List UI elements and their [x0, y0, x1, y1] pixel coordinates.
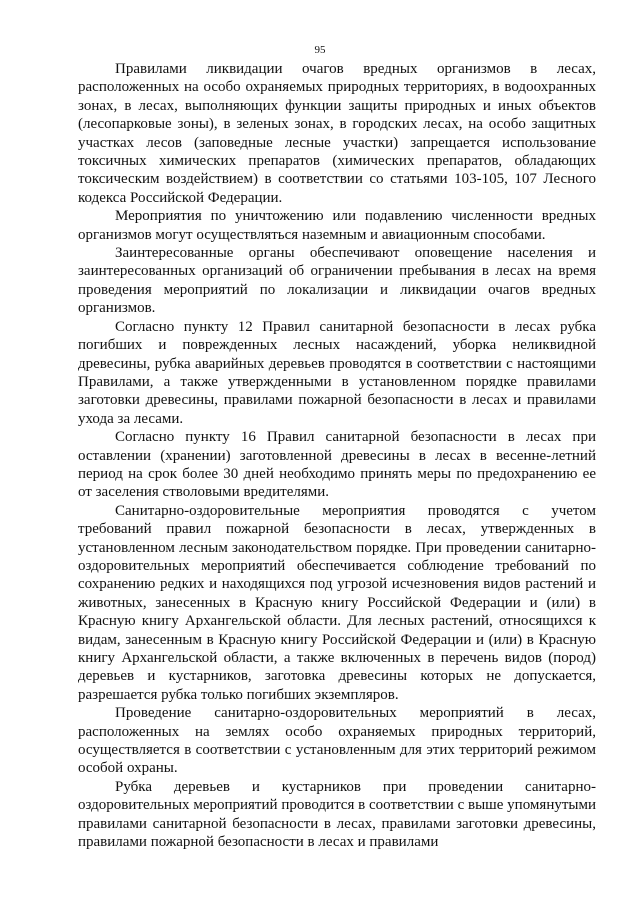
paragraph-protected-territories: Проведение санитарно-оздоровительных мероприятий в лесах, расположенных на землях особо охраняемых природных территорий, осуществляется в соответствии с установленным для этих территорий режимом особой охраны.: [78, 705, 596, 777]
page-number: 95: [314, 44, 326, 56]
paragraph-public-notification: Заинтересованные органы обеспечивают оповещение населения и заинтересованных организаций об ограничении пребывания в лесах на время проведения мероприятий по локализации и ликвидации очагов вредных организмов.: [78, 245, 596, 317]
paragraph-felling-rules: Рубка деревьев и кустарников при проведении санитарно-оздоровительных мероприятий проводится в соответствии с выше упомянутыми правилами санитарной безопасности в лесах, правилами заготовки древесины, правилами пожарной безопасности в лесах и правилами: [78, 778, 596, 851]
paragraph-clause-16: Согласно пункту 16 Правил санитарной безопасности в лесах при оставлении (хранении) заготовленной древесины в лесах в весенне-летний период на срок более 30 дней необходимо принять меры по предохранению ее от заселения стволовыми вредителями.: [78, 429, 596, 501]
body-text: [78, 60, 596, 851]
paragraph-toxic-chemicals-ban: Правилами ликвидации очагов вредных организмов в лесах, расположенных на особо охраняемых природных территориях, в водоохранных зонах, в лесах, выполняющих функции защиты природных и иных объектов (лесопарковые зоны), в зеленых зонах, в городских лесах, на особо защитных участках лесов (заповедные лесные участки) запрещается использование токсичных химических препаратов (химических препаратов, обладающих токсическим воздействием) в соответствии со статьями 103-105, 107 Лесного кодекса Российской Федерации.: [78, 61, 596, 206]
paragraph-clause-12: Согласно пункту 12 Правил санитарной безопасности в лесах рубка погибших и поврежденных лесных насаждений, уборка неликвидной древесины, рубка аварийных деревьев проводятся в соответствии с настоящими Правилами, а также утвержденными в установленном порядке правилами заготовки древесины, правилами пожарной безопасности в лесах и правилами ухода за лесами.: [78, 318, 596, 427]
paragraph-sanitary-measures: Санитарно-оздоровительные мероприятия проводятся с учетом требований правил пожарной безопасности в лесах, утвержденных в установленном лесным законодательством порядке. При проведении санитарно-оздоровительных мероприятий обеспечивается соблюдение требований по сохранению редких и находящихся под угрозой исчезновения видов растений и животных, занесенных в Красную книгу Российской Федерации и (или) в Красную книгу Архангельской области. Для лесных растений, относящихся к видам, занесенным в Красную книгу Российской Федерации и (или) в Красную книгу Архангельской области, а также включенных в перечень видов (пород) деревьев и кустарников, заготовка древесины которых не допускается, разрешается рубка только погибших экземпляров.: [78, 502, 596, 703]
paragraph-control-methods: Мероприятия по уничтожению или подавлению численности вредных организмов могут осуществляться наземным и авиационным способами.: [78, 208, 596, 243]
